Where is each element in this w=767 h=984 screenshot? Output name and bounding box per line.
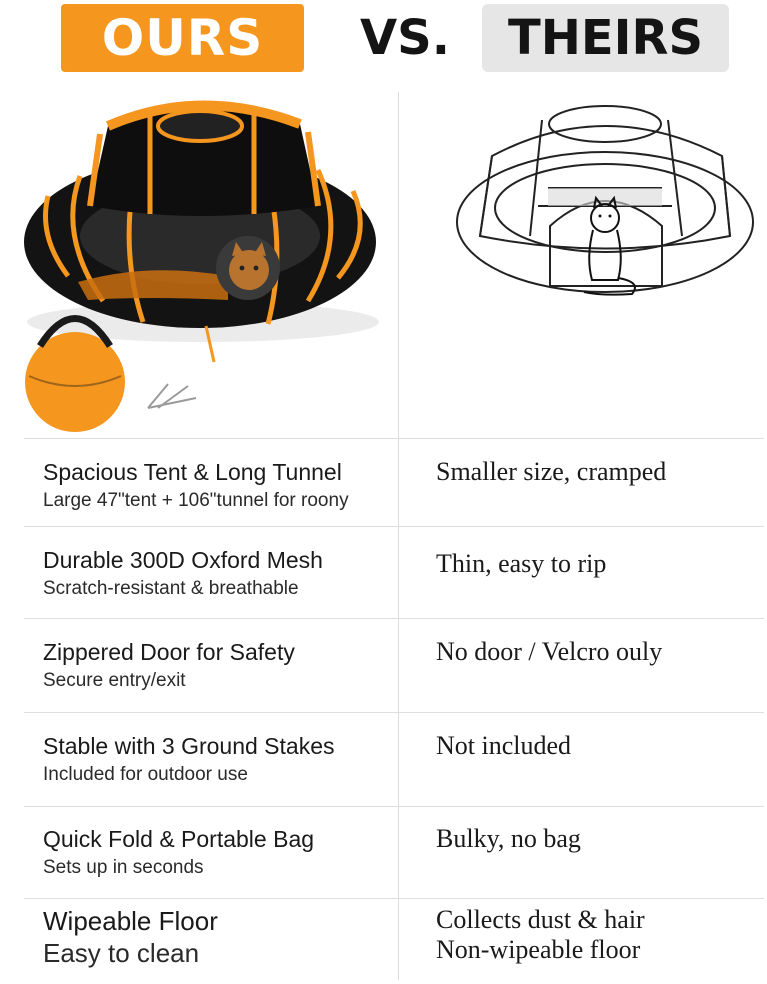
theirs-cell — [436, 637, 756, 667]
feature-subtitle: Secure entry/exit — [43, 670, 186, 691]
theirs-badge: THEIRS — [482, 4, 729, 72]
theirs-cell — [436, 457, 756, 487]
theirs-text: Collects dust & hair — [436, 905, 645, 934]
comparison-row — [24, 618, 764, 713]
theirs-cell — [436, 549, 756, 579]
ours-cell — [43, 457, 393, 515]
ours-cell — [43, 545, 393, 603]
ours-cell — [43, 905, 393, 969]
comparison-row — [24, 438, 764, 527]
feature-title: Stable with 3 Ground Stakes — [43, 733, 335, 759]
theirs-text: Not included — [436, 731, 572, 760]
ours-product-image — [18, 86, 388, 436]
feature-title: Quick Fold & Portable Bag — [43, 826, 315, 852]
theirs-cell — [436, 731, 756, 761]
feature-subtitle: Scratch-resistant & breathable — [43, 578, 299, 599]
ours-badge: OURS — [61, 4, 304, 72]
ours-cell — [43, 637, 393, 695]
feature-title: Zippered Door for Safety — [43, 639, 295, 665]
theirs-product-image — [452, 96, 758, 306]
feature-subtitle: Large 47"tent + 106"tunnel for roony — [43, 490, 349, 511]
theirs-text: Thin, easy to rip — [436, 549, 607, 578]
ours-cell — [43, 824, 393, 882]
theirs-text: No door / Velcro ouly — [436, 637, 663, 666]
theirs-text: Smaller size, cramped — [436, 457, 667, 486]
comparison-row — [24, 898, 764, 983]
theirs-text: Non-wipeable floor — [436, 935, 641, 964]
ours-cell — [43, 731, 393, 789]
feature-subtitle: Sets up in seconds — [43, 857, 204, 878]
comparison-row — [24, 526, 764, 619]
comparison-table — [24, 438, 764, 982]
feature-title: Durable 300D Oxford Mesh — [43, 547, 323, 573]
feature-subtitle: Included for outdoor use — [43, 764, 248, 785]
vs-label: VS. — [360, 10, 450, 66]
theirs-cell — [436, 905, 756, 965]
feature-title: Wipeable Floor — [43, 906, 218, 936]
theirs-cell — [436, 824, 756, 854]
feature-title: Spacious Tent & Long Tunnel — [43, 459, 342, 485]
comparison-row — [24, 712, 764, 807]
theirs-text: Bulky, no bag — [436, 824, 581, 853]
comparison-row — [24, 806, 764, 899]
feature-subtitle: Easy to clean — [43, 938, 200, 968]
comparison-header — [0, 0, 767, 80]
